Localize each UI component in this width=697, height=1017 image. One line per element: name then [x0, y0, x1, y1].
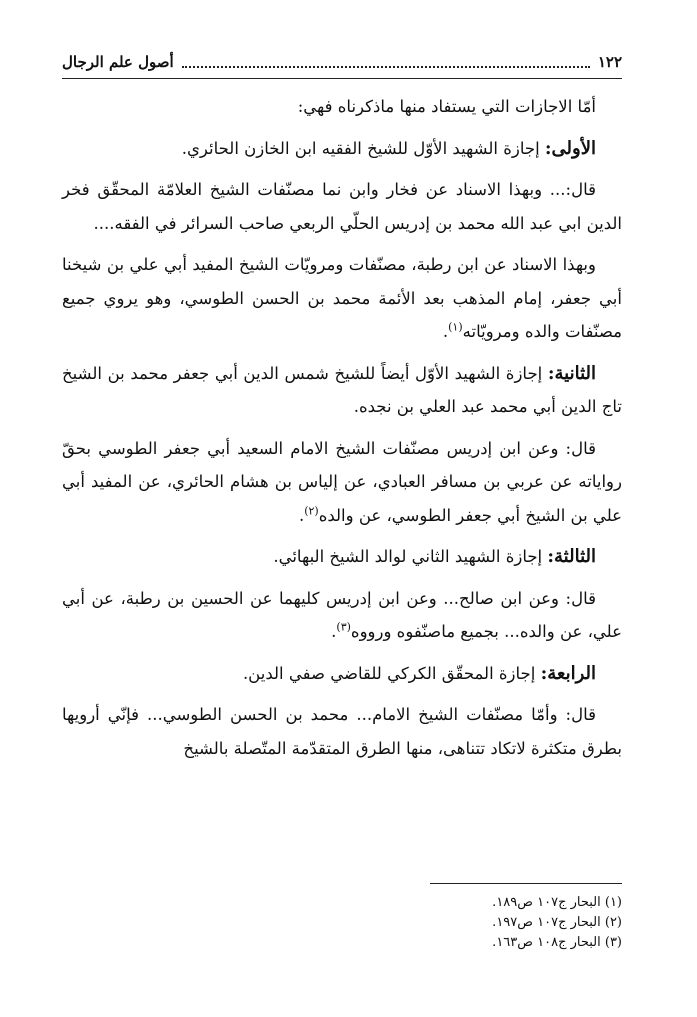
- quote-1-text: قال:... وبهذا الاسناد عن فخار وابن نما مصنّفات الشيخ العلامّة المحقّق فخر الدين ابي عبد الله محمد بن إدريس الحلّي الربعي صاحب السرائر في الفقه....: [62, 180, 622, 233]
- fourth-text: إجازة المحقّق الكركي للقاضي صفي الدين.: [242, 663, 541, 683]
- paragraph-third: [62, 540, 622, 574]
- header-dot-leader: [182, 56, 590, 68]
- footnote-item: (١) البحار ج١٠٧ ص١٨٩.: [492, 895, 622, 910]
- paragraph-intro: [62, 90, 622, 124]
- footnote-separator: [430, 883, 622, 884]
- third-text: إجازة الشهيد الثاني لوالد الشيخ البهائي.: [273, 547, 548, 566]
- paragraph-quote-5: [62, 698, 622, 765]
- quote-5-text: قال: وأمّا مصنّفات الشيخ الامام... محمد بن الحسن الطوسي... فإنّي أرويها بطرق متكثرة لاتكاد تتناهى، منها الطرق المتقدّمة المتّصلة بالشيخ: [62, 705, 622, 758]
- header-rule: [62, 78, 622, 79]
- footnotes: [62, 893, 622, 953]
- footnote-item: (٣) البحار ج١٠٨ ص١٦٣.: [492, 935, 622, 950]
- second-label: الثانية:: [547, 362, 596, 384]
- running-header: [62, 50, 622, 74]
- quote-4-text: قال: وعن ابن صالح... وعن ابن إدريس كليهما عن الحسين بن رطبة، عن أبي علي، عن والده... بجميع ماصنّفوه ورووه: [62, 588, 622, 641]
- paragraph-second: [62, 357, 622, 424]
- second-text: إجازة الشهيد الأوّل أيضاً للشيخ شمس الدين أبي جعفر محمد بن الشيخ تاج الدين أبي محمد عبد العلي بن نجده.: [62, 363, 622, 416]
- page-number: ١٢٢: [597, 53, 622, 71]
- intro-text: أمّا الاجازات التي يستفاد منها ماذكرناه فهي:: [297, 97, 596, 116]
- paragraph-first: [62, 132, 622, 166]
- footnote-ref-1[interactable]: (١): [448, 320, 463, 334]
- paragraph-quote-3: قال: وعن ابن إدريس مصنّفات الشيخ الامام السعيد أبي جعفر الطوسي بحقّ رواياته عن عربي بن مسافر العبادي، عن إلياس بن هشام الحائري، عن المفيد أبي علي بن الشيخ أبي جعفر الطوسي، عن والده$^{(٢)}$.: [62, 438, 622, 525]
- fourth-label: الرابعة:: [540, 662, 596, 684]
- paragraph-quote-1: [62, 173, 622, 240]
- footnote-ref-3[interactable]: (٣): [336, 620, 351, 634]
- first-text: إجازة الشهيد الأوّل للشيخ الفقيه ابن الخازن الحائري.: [181, 138, 545, 158]
- first-label: الأولى:: [544, 137, 596, 159]
- third-label: الثالثة:: [547, 546, 596, 567]
- paragraph-quote-4: قال: وعن ابن صالح... وعن ابن إدريس كليهما عن الحسين بن رطبة، عن أبي علي، عن والده... بجميع ماصنّفوه ورووه$^{(٣)}$.: [62, 588, 622, 641]
- quote-3-text: قال: وعن ابن إدريس مصنّفات الشيخ الامام السعيد أبي جعفر الطوسي بحقّ رواياته عن عربي بن مسافر العبادي، عن إلياس بن هشام الحائري، عن المفيد أبي علي بن الشيخ أبي جعفر الطوسي، عن والده: [62, 438, 622, 525]
- quote-2-text: وبهذا الاسناد عن ابن رطبة، مصنّفات ومرويّات الشيخ المفيد أبي علي بن شيخنا أبي جعفر، إمام المذهب بعد الأئمة محمد بن الحسن الطوسي، وهو يروي جميع مصنّفات والده ومرويّاته: [62, 255, 622, 341]
- paragraph-fourth: [62, 657, 622, 691]
- paragraph-quote-2: وبهذا الاسناد عن ابن رطبة، مصنّفات ومرويّات الشيخ المفيد أبي علي بن شيخنا أبي جعفر، إمام المذهب بعد الأئمة محمد بن الحسن الطوسي، وهو يروي جميع مصنّفات والده ومرويّاته$^{(١)}$.: [62, 255, 622, 341]
- body-text: [62, 90, 622, 765]
- footnote-item: (٢) البحار ج١٠٧ ص١٩٧.: [492, 915, 622, 930]
- running-title: أصول علم الرجال: [62, 53, 174, 71]
- footnote-ref-2[interactable]: (٢): [304, 504, 319, 517]
